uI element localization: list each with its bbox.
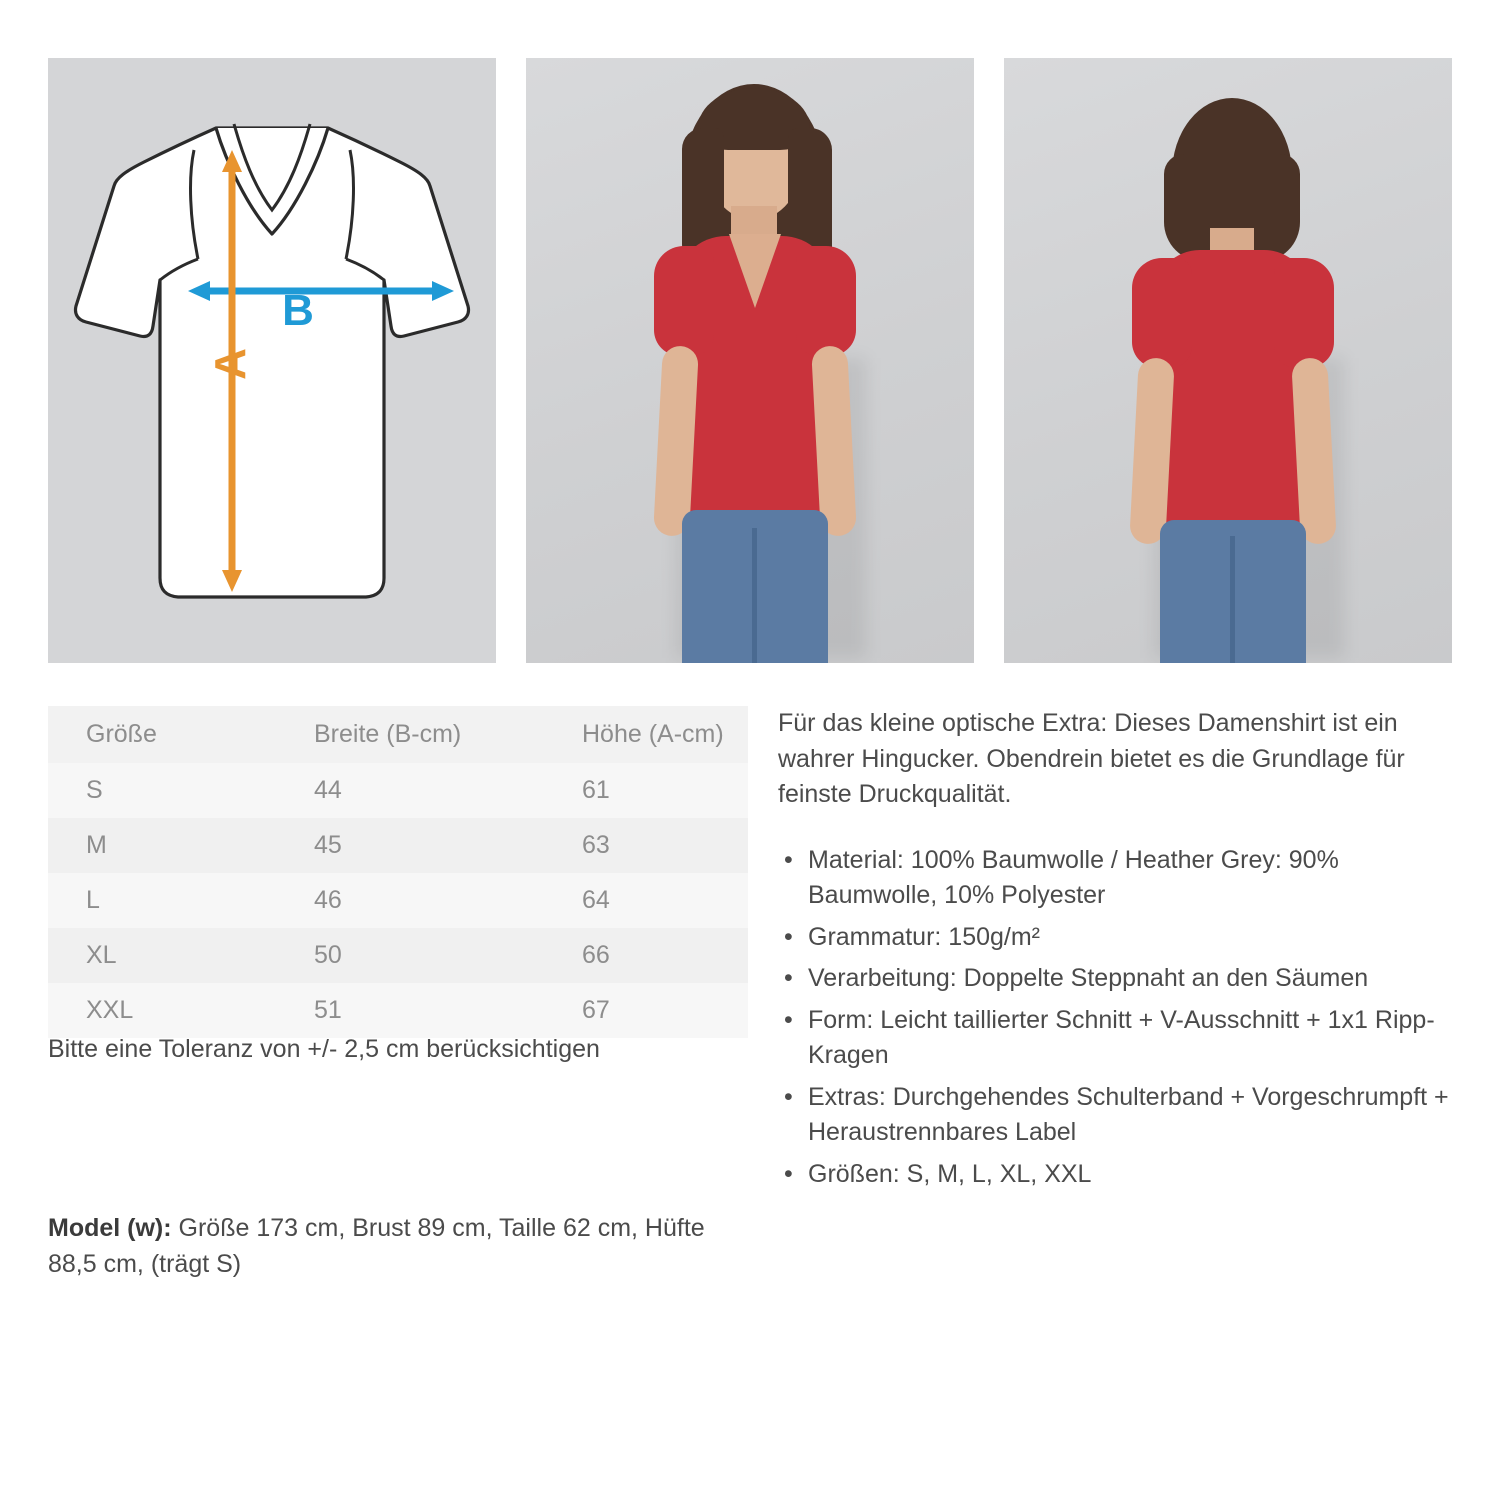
model-measurements-text: Größe 173 cm, Brust 89 cm, Taille 62 cm, Hüfte 88,5 cm, (trägt S) [48,1214,705,1279]
cell-height: 61 [544,763,748,818]
list-item: • Material: 100% Baumwolle / Heather Grey: 90% Baumwolle, 10% Polyester [778,843,1458,914]
height-label-A: A [206,348,255,380]
list-item: • Form: Leicht taillierter Schnitt + V-Ausschnitt + 1x1 Ripp-Kragen [778,1003,1458,1074]
model-front-illustration [526,58,974,663]
product-image-row [48,58,1452,663]
cell-size: L [48,873,276,928]
cell-size: XL [48,928,276,983]
column-header-size: Größe [48,706,276,763]
tshirt-outline-svg [48,58,496,663]
description-intro: Für das kleine optische Extra: Dieses Damenshirt ist ein wahrer Hingucker. Obendrein bietet es die Grundlage für feinste Druckqualität. [778,709,1405,808]
model-label: Model (w): [48,1214,172,1242]
tolerance-note: Bitte eine Toleranz von +/- 2,5 cm berücksichtigen [48,1035,600,1063]
cell-width: 51 [276,983,544,1038]
column-header-width: Breite (B-cm) [276,706,544,763]
size-diagram-image [48,58,496,663]
model-front-image [526,58,974,663]
cell-size: S [48,763,276,818]
table-row [48,928,748,983]
list-item: • Verarbeitung: Doppelte Steppnaht an den Säumen [778,961,1458,997]
width-label-B: B [282,286,314,335]
cell-size: XXL [48,983,276,1038]
cell-width: 50 [276,928,544,983]
cell-width: 45 [276,818,544,873]
cell-width: 46 [276,873,544,928]
table-row [48,818,748,873]
model-back-image [1004,58,1452,663]
feature-list [778,843,1458,1193]
cell-height: 64 [544,873,748,928]
table-row [48,983,748,1038]
cell-width: 44 [276,763,544,818]
cell-height: 67 [544,983,748,1038]
list-item: • Größen: S, M, L, XL, XXL [778,1157,1458,1193]
table-header-row [48,706,748,763]
table-row [48,763,748,818]
model-back-illustration [1004,58,1452,663]
cell-height: 63 [544,818,748,873]
list-item: • Grammatur: 150g/m² [778,920,1458,956]
cell-size: M [48,818,276,873]
cell-height: 66 [544,928,748,983]
model-measurements [48,1210,748,1283]
product-description [778,706,1458,1198]
column-header-height: Höhe (A-cm) [544,706,748,763]
list-item: • Extras: Durchgehendes Schulterband + Vorgeschrumpft + Heraustrennbares Label [778,1080,1458,1151]
size-table [48,706,748,1038]
table-row [48,873,748,928]
